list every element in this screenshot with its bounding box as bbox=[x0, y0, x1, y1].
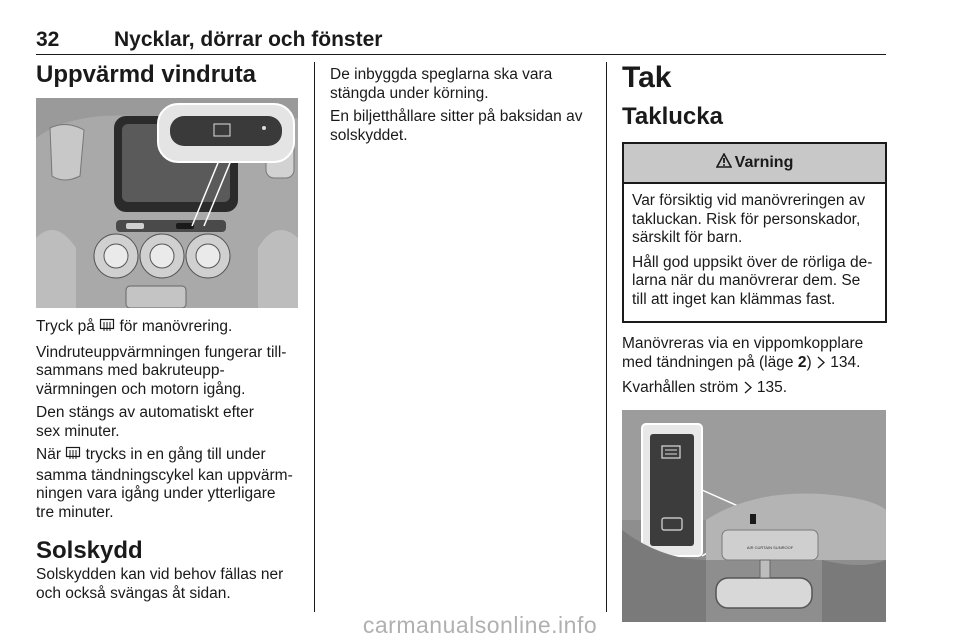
section-heading: Tak bbox=[622, 61, 672, 94]
page-header bbox=[36, 28, 886, 55]
warning-box bbox=[622, 142, 887, 323]
page-reference-arrow-icon bbox=[816, 356, 826, 375]
paragraph: Håll god uppsikt över de rörliga de- larna när du manövrerar dem. Se till att inget kan klämmas fast. bbox=[632, 253, 873, 308]
column-roof bbox=[622, 60, 887, 622]
warning-title: Varning bbox=[734, 154, 794, 171]
paragraph: Vindruteuppvärmningen fungerar till- sammans med bakruteupp- värmningen och motorn igång. bbox=[36, 343, 287, 398]
watermark: carmanualsonline.info bbox=[362, 612, 598, 638]
page-reference-link[interactable]: 135. bbox=[756, 379, 788, 396]
section-heading: Uppvärmd vindruta bbox=[36, 61, 257, 88]
dashboard-illustration bbox=[36, 98, 298, 308]
windshield-heater-icon bbox=[65, 446, 81, 467]
page-reference-arrow-icon bbox=[743, 381, 753, 400]
paragraph: Kvarhållen ström 135. bbox=[622, 379, 887, 400]
warning-body bbox=[624, 184, 885, 321]
column-divider bbox=[314, 62, 315, 612]
windshield-heater-icon bbox=[99, 318, 115, 339]
column-divider bbox=[606, 62, 607, 612]
paragraph: När trycks in en gång till under samma tändningscykel kan uppvärm- ningen vara igång under ytterligare tre minuter. bbox=[36, 446, 293, 521]
page-number: 32 bbox=[36, 28, 60, 51]
paragraph: En biljetthållare sitter på baksidan av solskyddet. bbox=[330, 108, 583, 144]
paragraph: Den stängs av automatiskt efter sex minuter. bbox=[36, 404, 254, 440]
paragraph: Var försiktig vid manövreringen av takluckan. Risk för personskador, särskilt för barn. bbox=[632, 192, 866, 246]
warning-header bbox=[624, 144, 885, 184]
warning-triangle-icon bbox=[716, 153, 732, 173]
subsection-heading: Taklucka bbox=[622, 103, 723, 130]
column-sunvisor bbox=[330, 60, 595, 150]
section-heading: Solskydd bbox=[36, 537, 143, 564]
page-reference-link[interactable]: 134. bbox=[830, 353, 861, 371]
sunroof-label: AIR CURTAIN SUNROOF bbox=[746, 544, 794, 550]
column-heated-windscreen bbox=[36, 60, 302, 608]
sunroof-switch-illustration bbox=[622, 410, 886, 622]
chapter-title: Nycklar, dörrar och fönster bbox=[114, 28, 383, 51]
paragraph: Manövreras via en vippomkopplare med tändningen på (läge 2) 134. bbox=[622, 335, 887, 374]
paragraph: De inbyggda speglarna ska vara stängda under körning. bbox=[330, 66, 553, 102]
paragraph: Solskydden kan vid behov fällas ner och också svängas åt sidan. bbox=[36, 566, 284, 602]
paragraph: Tryck på för manövrering. bbox=[36, 318, 302, 339]
